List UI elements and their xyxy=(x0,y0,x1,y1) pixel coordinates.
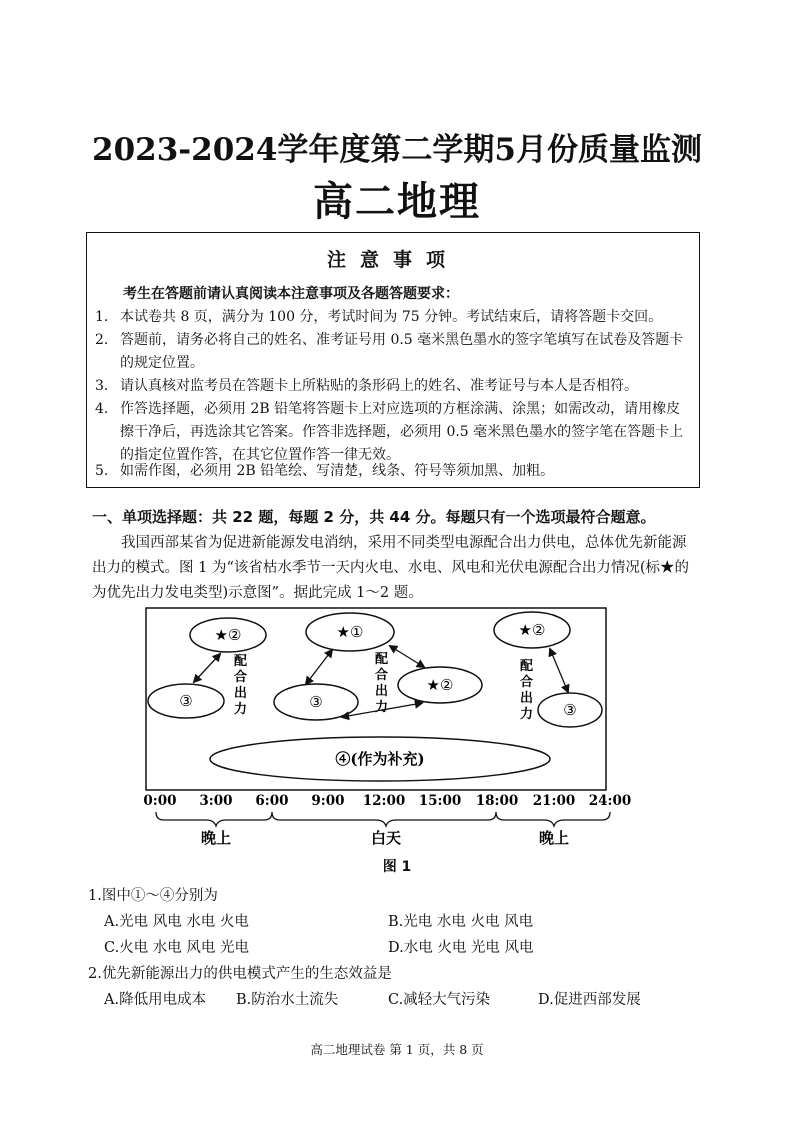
arrow-right xyxy=(550,649,568,692)
time-axis xyxy=(143,793,631,809)
notice-box xyxy=(86,232,700,488)
time-label: 15:00 xyxy=(418,793,462,809)
question-2-option-b: B.防治水土流失 xyxy=(236,992,339,1008)
time-label: 3:00 xyxy=(199,793,233,809)
period-label: 白天 xyxy=(370,829,402,847)
power-supply-diagram xyxy=(140,600,640,850)
notice-item-number: 4. xyxy=(95,401,109,417)
notice-item-number: 3. xyxy=(95,378,109,394)
question-1-option-b: B.光电 水电 火电 风电 xyxy=(388,914,534,930)
notice-item xyxy=(95,306,693,329)
coop-label-right: 配合出力 xyxy=(520,659,534,722)
period-label: 晚上 xyxy=(200,829,232,847)
time-label: 18:00 xyxy=(475,793,519,809)
coop-label-left: 配合出力 xyxy=(234,654,248,717)
notice-intro: 考生在答题前请认真阅读本注意事项及各题答题要求： xyxy=(123,286,459,302)
exam-title: 2023-2024学年度第二学期5月份质量监测 xyxy=(92,132,702,168)
subject-title: 高二地理 xyxy=(313,179,481,225)
notice-title: 注意事项 xyxy=(326,249,459,271)
node-mid-top: ★① xyxy=(336,623,364,641)
node-base: ④(作为补充) xyxy=(335,750,425,768)
notice-item xyxy=(95,460,693,483)
node-right-top: ★② xyxy=(518,621,546,639)
section-intro: 我国西部某省为促进新能源发电消纳，采用不同类型电源配合出力供电，总体优先新能源出力的模式。图 1 为“该省枯水季节一天内火电、水电、风电和光伏电源配合出力情况(标★的为优先出力发电类型)示意图”。据此完成 1～2 题。 xyxy=(92,535,690,601)
notice-item-text: 如需作图，必须用 2B 铅笔绘、写清楚，线条、符号等须加黑、加粗。 xyxy=(120,463,555,479)
notice-item-number: 5. xyxy=(95,463,109,479)
figure-caption: 图 1 xyxy=(382,859,412,875)
question-2-option-c: C.减轻大气污染 xyxy=(388,992,491,1008)
question-2-stem: 2.优先新能源出力的供电模式产生的生态效益是 xyxy=(88,966,392,982)
arrow-mid-left xyxy=(306,650,332,684)
period-label: 晚上 xyxy=(538,829,570,847)
time-label: 12:00 xyxy=(362,793,406,809)
notice-item-text: 请认真核对监考员在答题卡上所粘贴的条形码上的姓名、准考证号与本人是否相符。 xyxy=(120,378,638,394)
question-1-stem: 1.图中①～④分别为 xyxy=(88,888,218,904)
brace-daytime xyxy=(272,812,496,826)
arrow-mid-right xyxy=(390,646,424,667)
notice-item-text: 本试卷共 8 页，满分为 100 分，考试时间为 75 分钟。考试结束后，请将答题卡交回。 xyxy=(120,309,663,325)
notice-item-number: 2. xyxy=(95,332,109,348)
question-1-option-d: D.水电 火电 光电 风电 xyxy=(388,940,534,956)
node-left-top: ★② xyxy=(214,626,242,644)
time-label: 6:00 xyxy=(255,793,289,809)
notice-item-number: 1. xyxy=(95,309,109,325)
question-1-option-a: A.光电 风电 水电 火电 xyxy=(104,914,249,930)
time-label: 21:00 xyxy=(532,793,576,809)
brace-evening-2 xyxy=(496,812,610,826)
brace-evening-1 xyxy=(156,812,272,826)
node-mid-right: ★② xyxy=(426,676,454,694)
time-label: 9:00 xyxy=(311,793,345,809)
notice-item-text: 答题前，请务必将自己的姓名、准考证号用 0.5 毫米黑色墨水的签字笔填写在试卷及答题卡的规定位置。 xyxy=(120,332,684,371)
notice-item xyxy=(95,329,693,375)
node-mid-left: ③ xyxy=(309,693,323,711)
node-right-bottom: ③ xyxy=(563,701,577,719)
arrow-left xyxy=(194,654,220,682)
node-left-bottom: ③ xyxy=(179,692,193,710)
notice-item xyxy=(95,375,693,398)
notice-item xyxy=(95,398,693,467)
question-1-option-c: C.火电 水电 风电 光电 xyxy=(104,940,250,956)
page-footer: 高二地理试卷 第 1 页，共 8 页 xyxy=(310,1042,484,1057)
notice-item-text: 作答选择题，必须用 2B 铅笔将答题卡上对应选项的方框涂满、涂黑；如需改动，请用橡皮擦干净后，再选涂其它答案。作答非选择题，必须用 0.5 毫米黑色墨水的签字笔在答题卡上的指定位置作答，在其它位置作答一律无效。 xyxy=(120,401,684,463)
time-label: 0:00 xyxy=(143,793,177,809)
section-heading: 一、单项选择题：共 22 题，每题 2 分，共 44 分。每题只有一个选项最符合题意。 xyxy=(92,508,656,526)
question-2-option-d: D.促进西部发展 xyxy=(538,992,641,1008)
time-label: 24:00 xyxy=(588,793,632,809)
question-2-option-a: A.降低用电成本 xyxy=(104,992,207,1008)
coop-label-mid: 配合出力 xyxy=(375,652,389,715)
